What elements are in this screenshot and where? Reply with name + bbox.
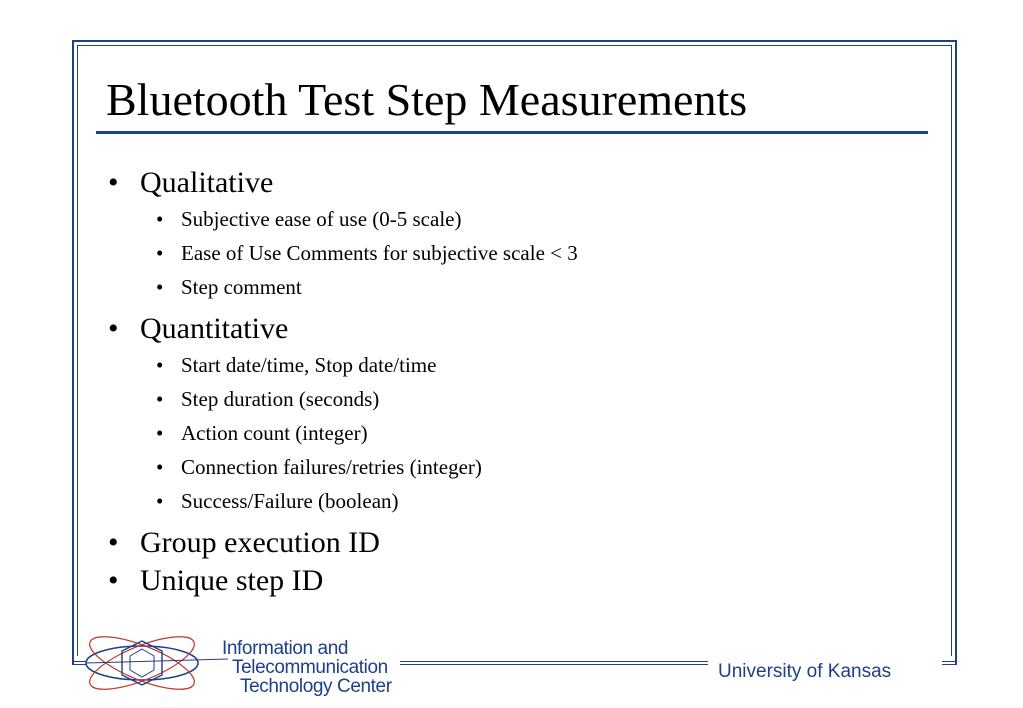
logo-line-2: Telecommunication: [232, 657, 388, 678]
sub-bullet-text: Action count (integer): [181, 421, 368, 445]
sub-bullet-text: Ease of Use Comments for subjective scale < 3: [181, 241, 578, 265]
sub-bullet: [100, 484, 920, 518]
bullet-icon: •: [156, 241, 164, 265]
bullet-icon: •: [156, 455, 164, 479]
bullet-text: Unique step ID: [140, 564, 324, 597]
sub-bullet-text: Connection failures/retries (integer): [181, 455, 482, 479]
sub-bullet-text: Success/Failure (boolean): [181, 489, 399, 513]
ittc-logo-wordmark: [222, 639, 392, 696]
bullet-icon: •: [156, 275, 164, 299]
bullet-icon: •: [156, 489, 164, 513]
bullet-icon: •: [108, 564, 119, 597]
logo-line-3: Technology Center: [240, 676, 392, 697]
bullet-icon: •: [108, 166, 119, 199]
bullet-icon: •: [156, 207, 164, 231]
bullet-icon: •: [156, 353, 164, 377]
frame-left-edge: [72, 40, 74, 664]
bullet-quantitative: [100, 310, 920, 348]
footer-rule-middle: [400, 661, 708, 665]
sub-bullet-text: Step comment: [181, 275, 302, 299]
university-name: University of Kansas: [718, 661, 892, 682]
sub-bullet: [100, 450, 920, 484]
bullet-qualitative: [100, 164, 920, 202]
bullet-unique-step-id: [100, 562, 920, 600]
sub-bullet: [100, 382, 920, 416]
bullet-icon: •: [156, 387, 164, 411]
bullet-text: Quantitative: [140, 312, 289, 345]
bullet-list: [100, 164, 920, 600]
ittc-logo-icon: [82, 633, 230, 695]
bullet-icon: •: [108, 526, 119, 559]
bullet-icon: •: [108, 312, 119, 345]
bullet-icon: •: [156, 421, 164, 445]
slide-title: Bluetooth Test Step Measurements: [106, 74, 748, 125]
sub-bullet: [100, 270, 920, 304]
title-underline: [96, 131, 928, 134]
sub-bullet: [100, 348, 920, 382]
bullet-text: Qualitative: [140, 166, 274, 199]
sub-bullet-text: Step duration (seconds): [181, 387, 380, 411]
bullet-group-execution-id: [100, 524, 920, 562]
logo-line-1: Information and: [222, 638, 349, 659]
sub-bullet: [100, 236, 920, 270]
sub-bullet: [100, 202, 920, 236]
sub-bullet-text: Subjective ease of use (0-5 scale): [181, 207, 462, 231]
frame-right-edge: [955, 40, 957, 664]
sub-bullet-text: Start date/time, Stop date/time: [181, 353, 437, 377]
sub-bullet: [100, 416, 920, 450]
bullet-text: Group execution ID: [140, 526, 380, 559]
